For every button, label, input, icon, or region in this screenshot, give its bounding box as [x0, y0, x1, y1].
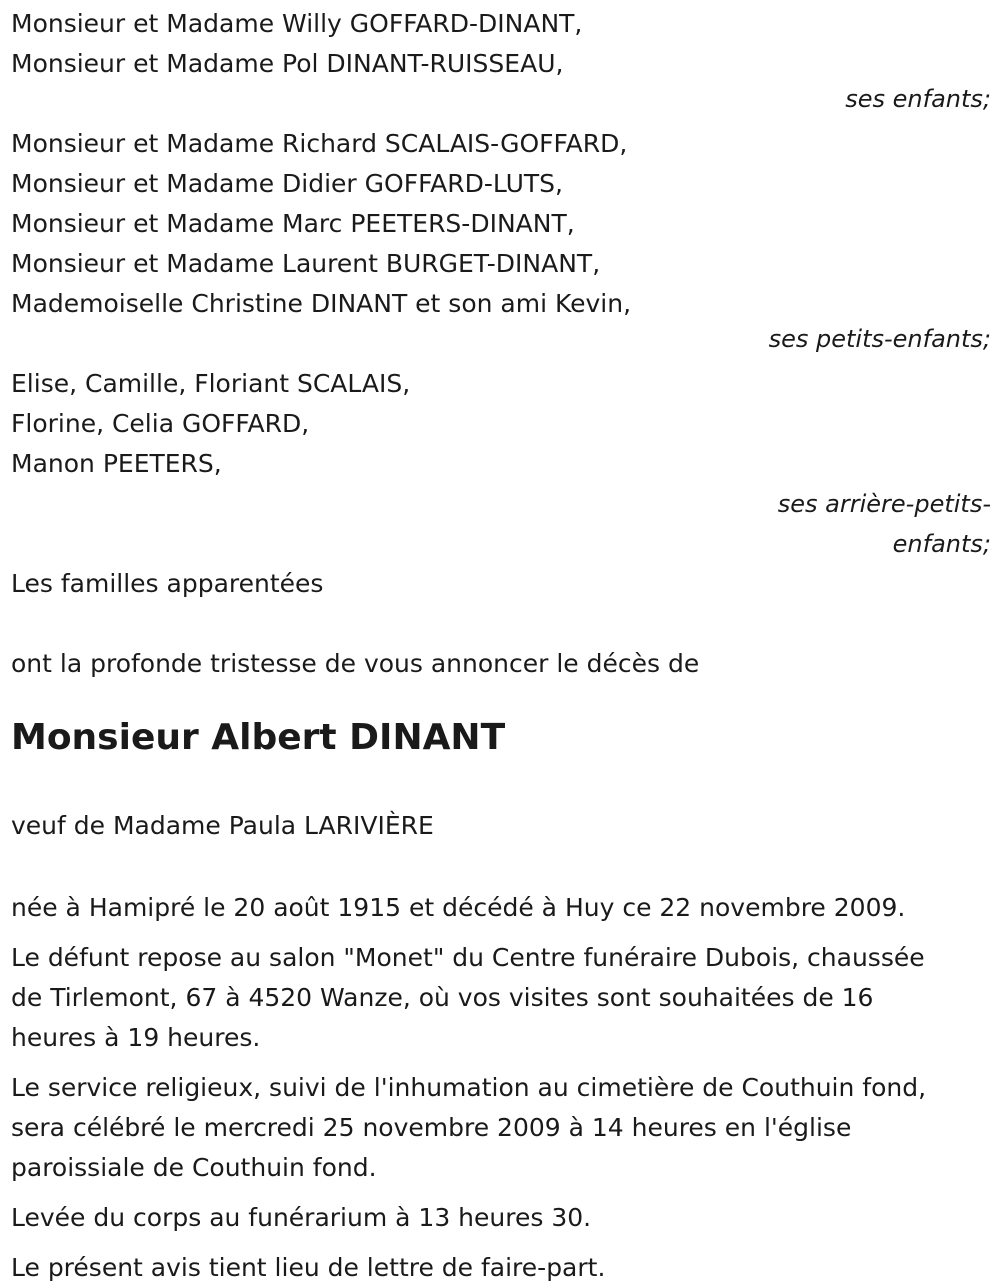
widower-of: veuf de Madame Paula LARIVIÈRE: [11, 811, 434, 840]
departure-text: Levée du corps au funérarium à 13 heures 30.: [11, 1203, 592, 1232]
family-line: Monsieur et Madame Willy GOFFARD-DINANT,: [11, 9, 583, 38]
family-line: Florine, Celia GOFFARD,: [11, 409, 310, 438]
visitation-line: Le défunt repose au salon "Monet" du Centre funéraire Dubois, chaussée: [11, 943, 925, 972]
service-line: paroissiale de Couthuin fond.: [11, 1153, 377, 1182]
relation-label: ses arrière-petits-: [777, 490, 991, 518]
deceased-name: Monsieur Albert DINANT: [11, 717, 506, 758]
relation-label: ses petits-enfants;: [768, 325, 991, 353]
relation-label: ses enfants;: [845, 85, 991, 113]
family-line: Monsieur et Madame Pol DINANT-RUISSEAU,: [11, 49, 564, 78]
family-line: Mademoiselle Christine DINANT et son ami Kevin,: [11, 289, 632, 318]
family-line: Monsieur et Madame Richard SCALAIS-GOFFARD,: [11, 129, 628, 158]
visitation-paragraph: [11, 938, 991, 1058]
service-line: Le service religieux, suivi de l'inhumation au cimetière de Couthuin fond,: [11, 1073, 927, 1102]
service-line: sera célébré le mercredi 25 novembre 2009 à 14 heures en l'église: [11, 1113, 852, 1142]
announcement-text: ont la profonde tristesse de vous annoncer le décès de: [11, 649, 700, 678]
family-line: Monsieur et Madame Didier GOFFARD-LUTS,: [11, 169, 563, 198]
related-families: Les familles apparentées: [11, 569, 324, 598]
family-line: Monsieur et Madame Laurent BURGET-DINANT,: [11, 249, 601, 278]
family-line: Manon PEETERS,: [11, 449, 222, 478]
relation-label: enfants;: [892, 530, 991, 558]
service-paragraph: [11, 1068, 991, 1188]
family-line: Monsieur et Madame Marc PEETERS-DINANT,: [11, 209, 575, 238]
obituary-notice: [11, 4, 991, 1288]
visitation-line: heures à 19 heures.: [11, 1023, 261, 1052]
birth-death-dates: née à Hamipré le 20 août 1915 et décédé à Huy ce 22 novembre 2009.: [11, 893, 906, 922]
visitation-line: de Tirlemont, 67 à 4520 Wanze, où vos visites sont souhaitées de 16: [11, 983, 874, 1012]
notice-text: Le présent avis tient lieu de lettre de faire-part.: [11, 1253, 606, 1282]
family-line: Elise, Camille, Floriant SCALAIS,: [11, 369, 411, 398]
